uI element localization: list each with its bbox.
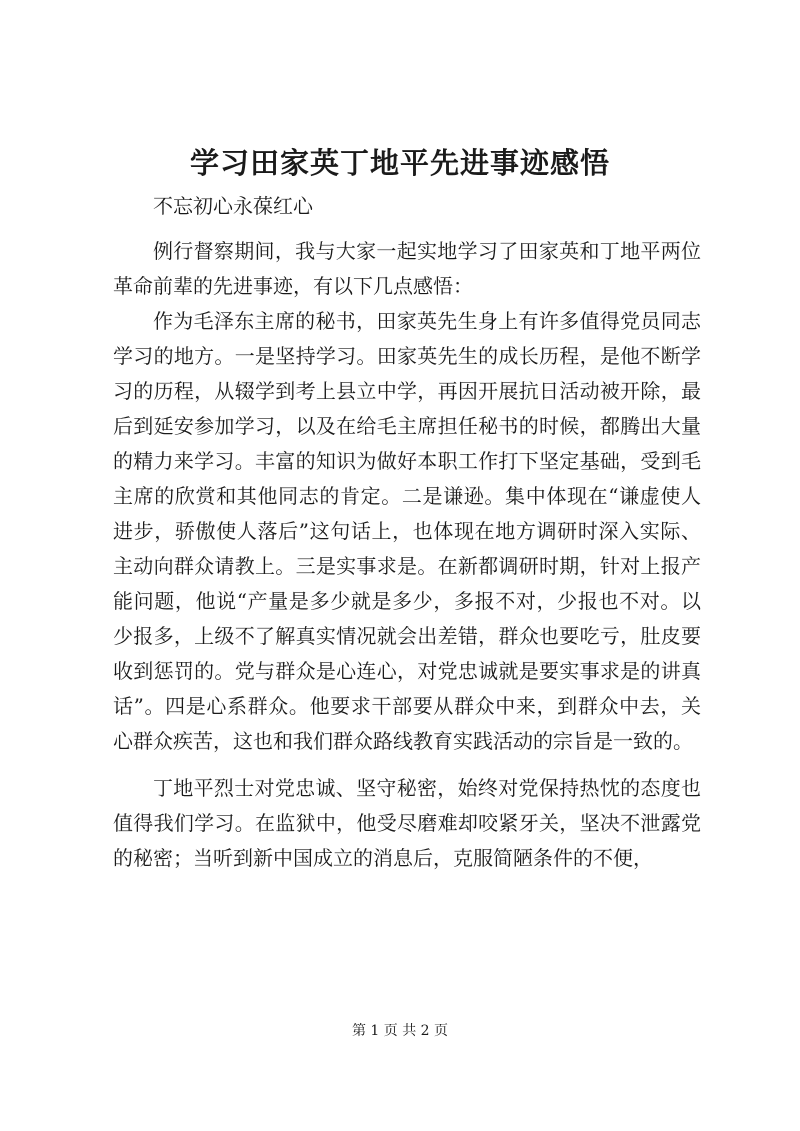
document-body: [113, 189, 701, 876]
paragraph-intro: 例行督察期间，我与大家一起实地学习了田家英和丁地平两位革命前辈的先进事迹，有以下几点感悟：: [113, 239, 701, 298]
page-footer: 第 1 页 共 2 页: [351, 1023, 449, 1039]
document-subtitle: 不忘初心永葆红心: [153, 194, 313, 218]
paragraph-tian-jiaying: 作为毛泽东主席的秘书，田家英先生身上有许多值得党员同志学习的地方。一是坚持学习。田家英先生的成长历程，是他不断学习的历程，从辍学到考上县立中学，再因开展抗日活动被开除，最后到延安参加学习，以及在给毛主席担任秘书的时候，都腾出大量的精力来学习。丰富的知识为做好本职工作打下坚定基础，受到毛主席的欣赏和其他同志的肯定。二是谦逊。集中体现在“谦虚使人进步，骄傲使人落后”这句话上，也体现在地方调研时深入实际、主动向群众请教上。三是实事求是。在新都调研时期，针对上报产能问题，他说“产量是多少就是多少，多报不对，少报也不对。以少报多，上级不了解真实情况就会出差错，群众也要吃亏，肚皮要收到惩罚的。党与群众是心连心，对党忠诚就是要实事求是的讲真话”。四是心系群众。他要求干部要从群众中来，到群众中去，关心群众疾苦，这也和我们群众路线教育实践活动的宗旨是一致的。: [113, 309, 701, 753]
paragraph-ding-diping: 丁地平烈士对党忠诚、坚守秘密，始终对党保持热忱的态度也值得我们学习。在监狱中，他受尽磨难却咬紧牙关，坚决不泄露党的秘密；当听到新中国成立的消息后，克服简陋条件的不便，: [113, 776, 701, 870]
document-title: 学习田家英丁地平先进事迹感悟: [189, 146, 610, 180]
